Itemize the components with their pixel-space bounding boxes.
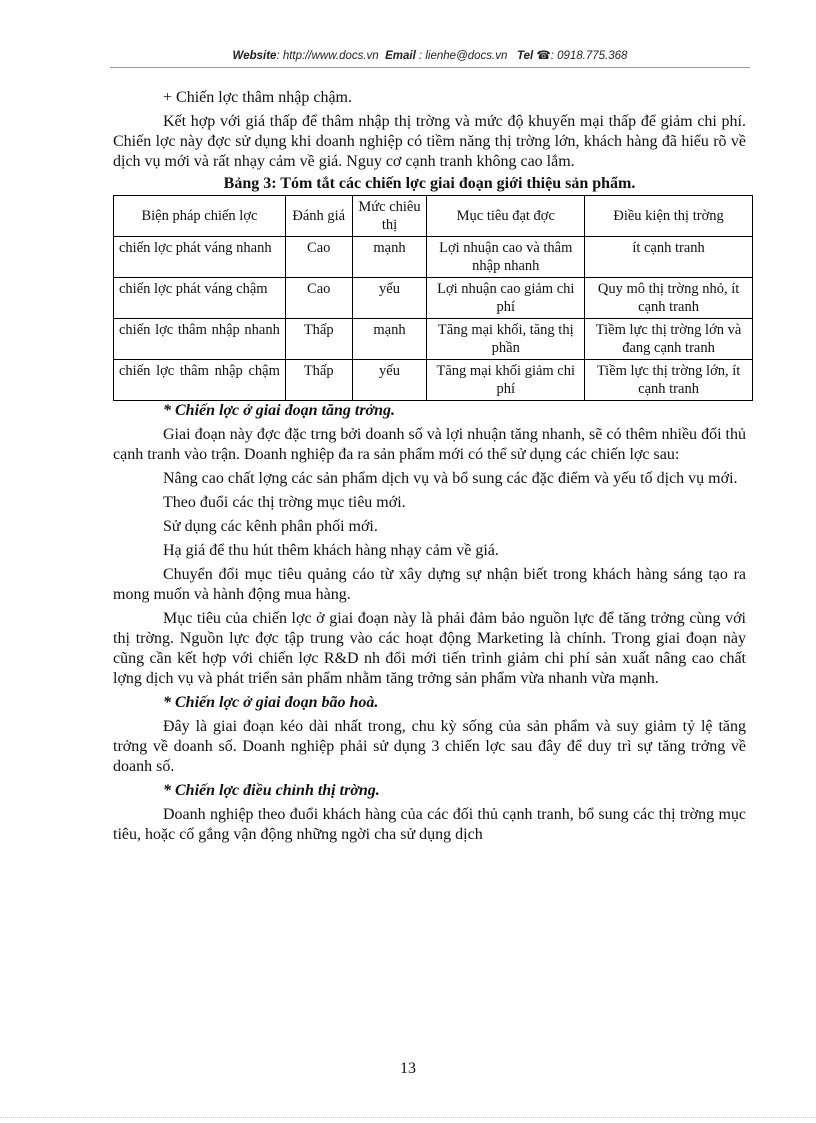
paragraph-growth-intro: Giai đoạn này đợc đặc trng bởi doanh số và lợi nhuận tăng nhanh, sẽ có thêm nhiều đối thủ cạnh tranh vào trận. Doanh nghiệp đa ra sản phẩm mới có thể sử dụng các chiến lợc sau: — [113, 426, 746, 463]
tel-value: : 0918.775.368 — [550, 50, 628, 62]
table-header-cell: Đánh giá — [285, 196, 352, 237]
table-cell: chiến lợc thâm nhập chậm — [114, 360, 286, 401]
table-cell: Tiềm lực thị trờng lớn, ít cạnh tranh — [585, 360, 753, 401]
email-value: : lienhe@docs.vn — [418, 50, 508, 62]
table-cell: mạnh — [352, 237, 427, 278]
paragraph-growth-goal: Mục tiêu của chiến lợc ở giai đoạn này là phải đảm bảo nguồn lực để tăng trởng cùng với thị trờng. Nguồn lực đợc tập trung vào các hoạt động Marketing là chính. Trong giai đoạn này cũng cần kết hợp với chiến lợc R&D nh đổi mới tiến trình giảm chi phí sản xuất nâng cao chất lợng dịch vụ và phát triển sản phẩm nhằm tăng trởng sản phẩm vừa nhanh vừa mạnh. — [113, 610, 746, 687]
email-label: Email — [385, 50, 416, 62]
table-cell: yếu — [352, 278, 427, 319]
paragraph-growth-markets: Theo đuổi các thị trờng mục tiêu mới. — [163, 494, 406, 511]
paragraph-growth-quality: Nâng cao chất lợng các sản phẩm dịch vụ và bổ sung các đặc điểm và yếu tố dịch vụ mới. — [163, 470, 738, 487]
table-cell: Cao — [285, 237, 352, 278]
page-bottom-border — [0, 1117, 816, 1118]
website-value: : http://www.docs.vn — [276, 50, 379, 62]
table-cell: Cao — [285, 278, 352, 319]
table-header-cell: Mục tiêu đạt đợc — [427, 196, 585, 237]
table-caption: Bảng 3: Tóm tắt các chiến lợc giai đoạn giới thiệu sản phẩm. — [223, 175, 636, 192]
heading-market-adjustment: * Chiến lợc điều chỉnh thị trờng. — [163, 782, 380, 799]
table-cell: yếu — [352, 360, 427, 401]
table-cell: chiến lợc phát váng nhanh — [114, 237, 286, 278]
table-cell: mạnh — [352, 319, 427, 360]
table-cell: Tăng mại khối, tăng thị phần — [427, 319, 585, 360]
heading-growth-stage: * Chiến lợc ở giai đoạn tăng trởng. — [163, 402, 396, 419]
paragraph-growth-advertising: Chuyển đổi mục tiêu quảng cáo từ xây dựng sự nhận biết trong khách hàng sáng tạo ra mong muốn và hành động mua hàng. — [113, 566, 746, 603]
heading-saturation-stage: * Chiến lợc ở giai đoạn bão hoà. — [163, 694, 379, 711]
table-row — [114, 237, 753, 278]
table-header-row — [114, 196, 753, 237]
table-cell: Lợi nhuận cao giảm chi phí — [427, 278, 585, 319]
paragraph-growth-channels: Sử dụng các kênh phân phối mới. — [163, 518, 378, 535]
table-cell: chiến lợc phát váng chậm — [114, 278, 286, 319]
table-header-cell: Biện pháp chiến lợc — [114, 196, 286, 237]
page-header — [110, 48, 750, 62]
paragraph-market-adjustment: Doanh nghiệp theo đuổi khách hàng của các đối thủ cạnh tranh, bổ sung các thị trờng mục tiêu, hoặc cố gắng vận động những ngời cha sử dụng dịch — [113, 806, 746, 843]
table-cell: Quy mô thị trờng nhỏ, ít cạnh tranh — [585, 278, 753, 319]
document-body — [113, 88, 746, 845]
table-row — [114, 360, 753, 401]
table-cell: Lợi nhuận cao và thâm nhập nhanh — [427, 237, 585, 278]
table-header-cell: Điều kiện thị trờng — [585, 196, 753, 237]
header-divider — [110, 67, 750, 68]
table-cell: Tiềm lực thị trờng lớn và đang cạnh tranh — [585, 319, 753, 360]
paragraph-slow-penetration-body: Kết hợp với giá thấp để thâm nhập thị trờng và mức độ khuyến mại thấp để giảm chi phí. Chiến lợc này đợc sử dụng khi doanh nghiệp có tiềm năng thị trờng lớn, khách hàng đã hiểu rõ về dịch vụ mới và rất nhạy cảm về giá. Nguy cơ cạnh tranh không cao lắm. — [113, 113, 746, 170]
phone-icon: ☎ — [536, 50, 551, 62]
table-cell: Tăng mại khối giảm chi phí — [427, 360, 585, 401]
table-cell: Thấp — [285, 319, 352, 360]
table-cell: chiến lợc thâm nhập nhanh — [114, 319, 286, 360]
tel-label: Tel — [516, 50, 534, 62]
strategy-table — [113, 195, 753, 401]
paragraph-saturation: Đây là giai đoạn kéo dài nhất trong, chu kỳ sống của sản phẩm và suy giảm tỷ lệ tăng trởng về doanh số. Doanh nghiệp phải sử dụng 3 chiến lợc sau đây để duy trì sự tăng trởng về doanh số. — [113, 718, 746, 775]
table-row — [114, 278, 753, 319]
paragraph-slow-penetration: + Chiến lợc thâm nhập chậm. — [163, 89, 352, 106]
paragraph-growth-price: Hạ giá để thu hút thêm khách hàng nhạy cảm về giá. — [163, 542, 499, 559]
table-row — [114, 319, 753, 360]
page-number: 13 — [400, 1060, 416, 1077]
website-label: Website — [232, 50, 277, 62]
table-cell: ít cạnh tranh — [585, 237, 753, 278]
table-cell: Thấp — [285, 360, 352, 401]
table-header-cell: Mức chiêu thị — [352, 196, 427, 237]
